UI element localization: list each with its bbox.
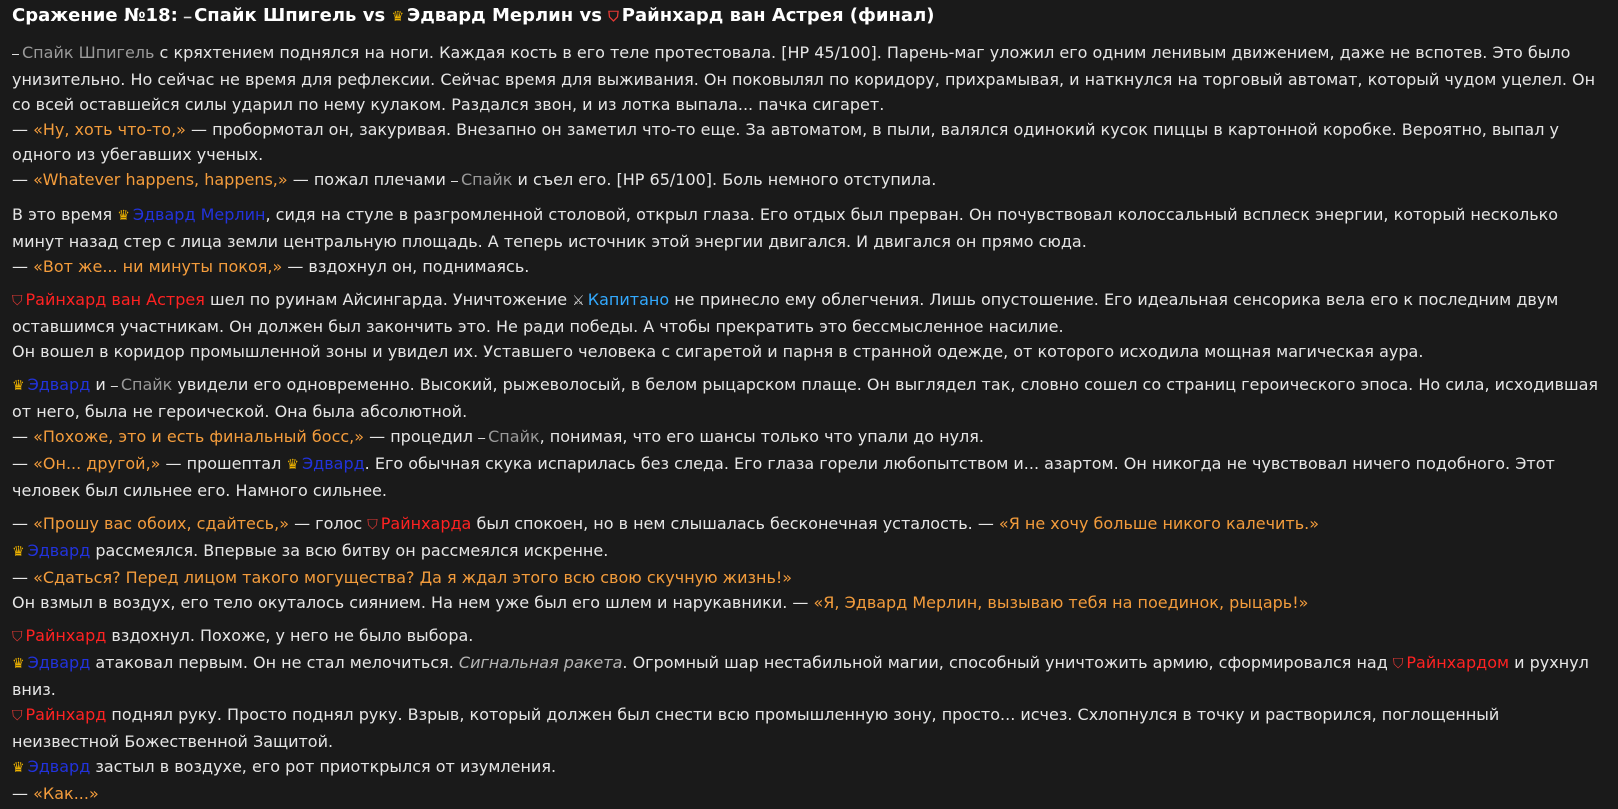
title-name-reinhard: Райнхард ван Астрея (621, 5, 844, 26)
character-edward: Эдвард (27, 757, 91, 776)
story-paragraph-1 (12, 40, 1606, 194)
character-reinhard: Райнхард (25, 626, 107, 645)
narration: шел по руинам Айсингарда. Уничтожение (204, 290, 573, 309)
character-captain: Капитано (587, 290, 670, 309)
dialogue-line (12, 254, 1606, 279)
dialogue-line (12, 781, 1606, 806)
quote: «Whatever happens, happens,» (33, 170, 288, 189)
title-name-edward: Эдвард Мерлин (407, 5, 574, 26)
character-reinhard: Райнхард ван Астрея (25, 290, 205, 309)
narration: не принесло ему облегчения. Лишь опустошение. Его идеальная сенсорика вела его к последним двум оставшимся участникам. Он должен был закончить это. Не ради победы. А чтобы прекратить это бессмысленное насилие. (12, 290, 1559, 336)
shield-icon: ⛉ (608, 9, 619, 25)
quote: «Как...» (33, 784, 99, 803)
crown-icon: ♛ (12, 656, 25, 672)
cigarette-icon: ⎯ (110, 378, 118, 394)
spell-name: Сигнальная ракета (458, 653, 623, 672)
quote: «Ну, хоть что-то,» (33, 120, 186, 139)
cigarette-icon: ⎯ (478, 430, 486, 446)
narration-line (12, 754, 1606, 781)
character-edward: Эдвард (301, 454, 365, 473)
narration: и рухнул вниз. (12, 653, 1589, 699)
shield-icon: ⛉ (1392, 656, 1404, 672)
shield-icon: ⛉ (12, 708, 23, 724)
character-reinhard: Райнхард (25, 705, 107, 724)
narration: Он взмыл в воздух, его тело окуталось сиянием. На нем уже был его шлем и нарукавники. — (12, 593, 814, 612)
narration: — голос (288, 514, 368, 533)
character-reinhard: Райнхарда (380, 514, 472, 533)
story-paragraph-4 (12, 372, 1606, 503)
narration: — вздохнул он, поднимаясь. (282, 257, 530, 276)
dialogue-line (12, 451, 1606, 503)
title-vs-1: vs (362, 5, 386, 26)
narration-line (12, 590, 1606, 615)
narration: , понимая, что его шансы только что упали до нуля. (539, 427, 984, 446)
dialogue-line (12, 167, 1606, 194)
narration: застыл в воздухе, его рот приоткрылся от изумления. (90, 757, 557, 776)
dialogue-line (12, 511, 1606, 538)
crown-icon: ♛ (12, 378, 25, 394)
crown-icon: ♛ (286, 457, 299, 473)
narration: был спокоен, но в нем слышалась бесконечная усталость. — (471, 514, 999, 533)
narration: вздохнул. Похоже, у него не было выбора. (106, 626, 474, 645)
battle-title (12, 0, 1606, 30)
dash: — (12, 784, 34, 803)
narration: поднял руку. Просто поднял руку. Взрыв, который должен был снести всю промышленную зону, просто... исчез. Схлопнулся в точку и растворился, поглощенный неизвестной Божественной Защитой. (12, 705, 1500, 751)
crown-icon: ♛ (117, 208, 130, 224)
quote: «Я не хочу больше никого калечить.» (998, 514, 1320, 533)
crown-icon: ♛ (12, 544, 25, 560)
character-edward: Эдвард Мерлин (132, 205, 266, 224)
quote: «Сдаться? Перед лицом такого могущества? Да я ждал этого всю свою скучную жизнь!» (33, 568, 793, 587)
character-edward: Эдвард (27, 375, 91, 394)
narration-line (12, 650, 1606, 702)
narration: . Огромный шар нестабильной магии, способный уничтожить армию, сформировался над (622, 653, 1393, 672)
character-spike: Спайк (120, 375, 173, 394)
character-spike: Спайк Шпигель (22, 43, 155, 62)
narration-line (12, 538, 1606, 565)
shield-icon: ⛉ (12, 293, 23, 309)
crown-icon: ♛ (391, 9, 405, 25)
narration: — процедил (364, 427, 479, 446)
character-spike: Спайк (460, 170, 513, 189)
title-name-spike: Спайк Шпигель (194, 5, 357, 26)
dialogue-line (12, 117, 1606, 167)
narration: с кряхтением поднялся на ноги. Каждая кость в его теле протестовала. [HP 45/100]. Парень-маг уложил его одним ленивым движением, даже не вспотев. Это было унизительно. Но сейчас не время для рефлексии. Сейчас время для выживания. Он поковылял по коридору, прихрамывая, и наткнулся на торговый автомат, который чудом уцелел. Он со всей оставшейся силы ударил по нему кулаком. Раздался звон, и из лотка выпала... пачка сигарет. (12, 43, 1596, 114)
narration: увидели его одновременно. Высокий, рыжеволосый, в белом рыцарском плаще. Он выглядел так, словно сошел со страниц героического эпоса. Но сила, исходившая от него, была не героической. Она была абсолютной. (12, 375, 1599, 421)
character-edward: Эдвард (27, 653, 91, 672)
dash: — (12, 514, 34, 533)
title-suffix: (финал) (849, 5, 935, 26)
dialogue-line (12, 565, 1606, 590)
narration-line (12, 623, 1606, 650)
dash: — (12, 120, 34, 139)
narration: — прошептал (160, 454, 287, 473)
narration: В это время (12, 205, 118, 224)
quote: «Вот же... ни минуты покоя,» (33, 257, 283, 276)
quote: «Я, Эдвард Мерлин, вызываю тебя на поединок, рыцарь!» (813, 593, 1309, 612)
dash: — (12, 170, 34, 189)
quote: «Прошу вас обоих, сдайтесь,» (33, 514, 289, 533)
shield-icon: ⛉ (12, 629, 23, 645)
dash: — (12, 257, 34, 276)
story-paragraph-5 (12, 511, 1606, 615)
quote: «Он... другой,» (33, 454, 161, 473)
cigarette-icon: ⎯ (450, 173, 458, 189)
dash: — (12, 427, 34, 446)
narration: . Его обычная скука испарилась без следа. Его глаза горели любопытством и... азартом. Он никогда не чувствовал ничего подобного. Этот человек был сильнее его. Намного сильнее. (12, 454, 1555, 500)
dash: — (12, 568, 34, 587)
narration-line (12, 702, 1606, 754)
cigarette-icon: ⎯ (184, 9, 192, 25)
narration: и (90, 375, 111, 394)
character-spike: Спайк (488, 427, 540, 446)
narration-line: Он вошел в коридор промышленной зоны и увидел их. Уставшего человека с сигаретой и парня в странной одежде, от которого исходила мощная магическая аура. (12, 342, 1424, 361)
narration: рассмеялся. Впервые за всю битву он рассмеялся искренне. (90, 541, 609, 560)
narration: , сидя на стуле в разгромленной столовой, открыл глаза. Его отдых был прерван. Он почувствовал колоссальный всплеск энергии, который несколько минут назад стер с лица земли центральную площадь. А теперь источник этой энергии двигался. И двигался он прямо сюда. (12, 205, 1559, 251)
crown-icon: ♛ (12, 760, 25, 776)
narration: — пожал плечами (287, 170, 451, 189)
story-paragraph-2 (12, 202, 1606, 279)
cigarette-icon: ⎯ (12, 46, 19, 62)
dialogue-line (12, 424, 1606, 451)
narration: атаковал первым. Он не стал мелочиться. (90, 653, 459, 672)
story-paragraph-6 (12, 623, 1606, 806)
story-paragraph-3 (12, 287, 1606, 364)
narration: — пробормотал он, закуривая. Внезапно он заметил что-то еще. За автоматом, в пыли, валялся одинокий кусок пиццы в картонной коробке. Вероятно, выпал у одного из убегавших ученых. (12, 120, 1560, 164)
shield-icon: ⛉ (367, 517, 378, 533)
title-vs-2: vs (579, 5, 602, 26)
dash: — (12, 454, 34, 473)
quote: «Похоже, это и есть финальный босс,» (33, 427, 365, 446)
narration: и съел его. [HP 65/100]. Боль немного отступила. (512, 170, 937, 189)
character-reinhard: Райнхардом (1406, 653, 1510, 672)
crossed-swords-icon: ⚔ (572, 293, 585, 309)
title-prefix: Сражение №18: (12, 5, 178, 26)
character-edward: Эдвард (27, 541, 91, 560)
